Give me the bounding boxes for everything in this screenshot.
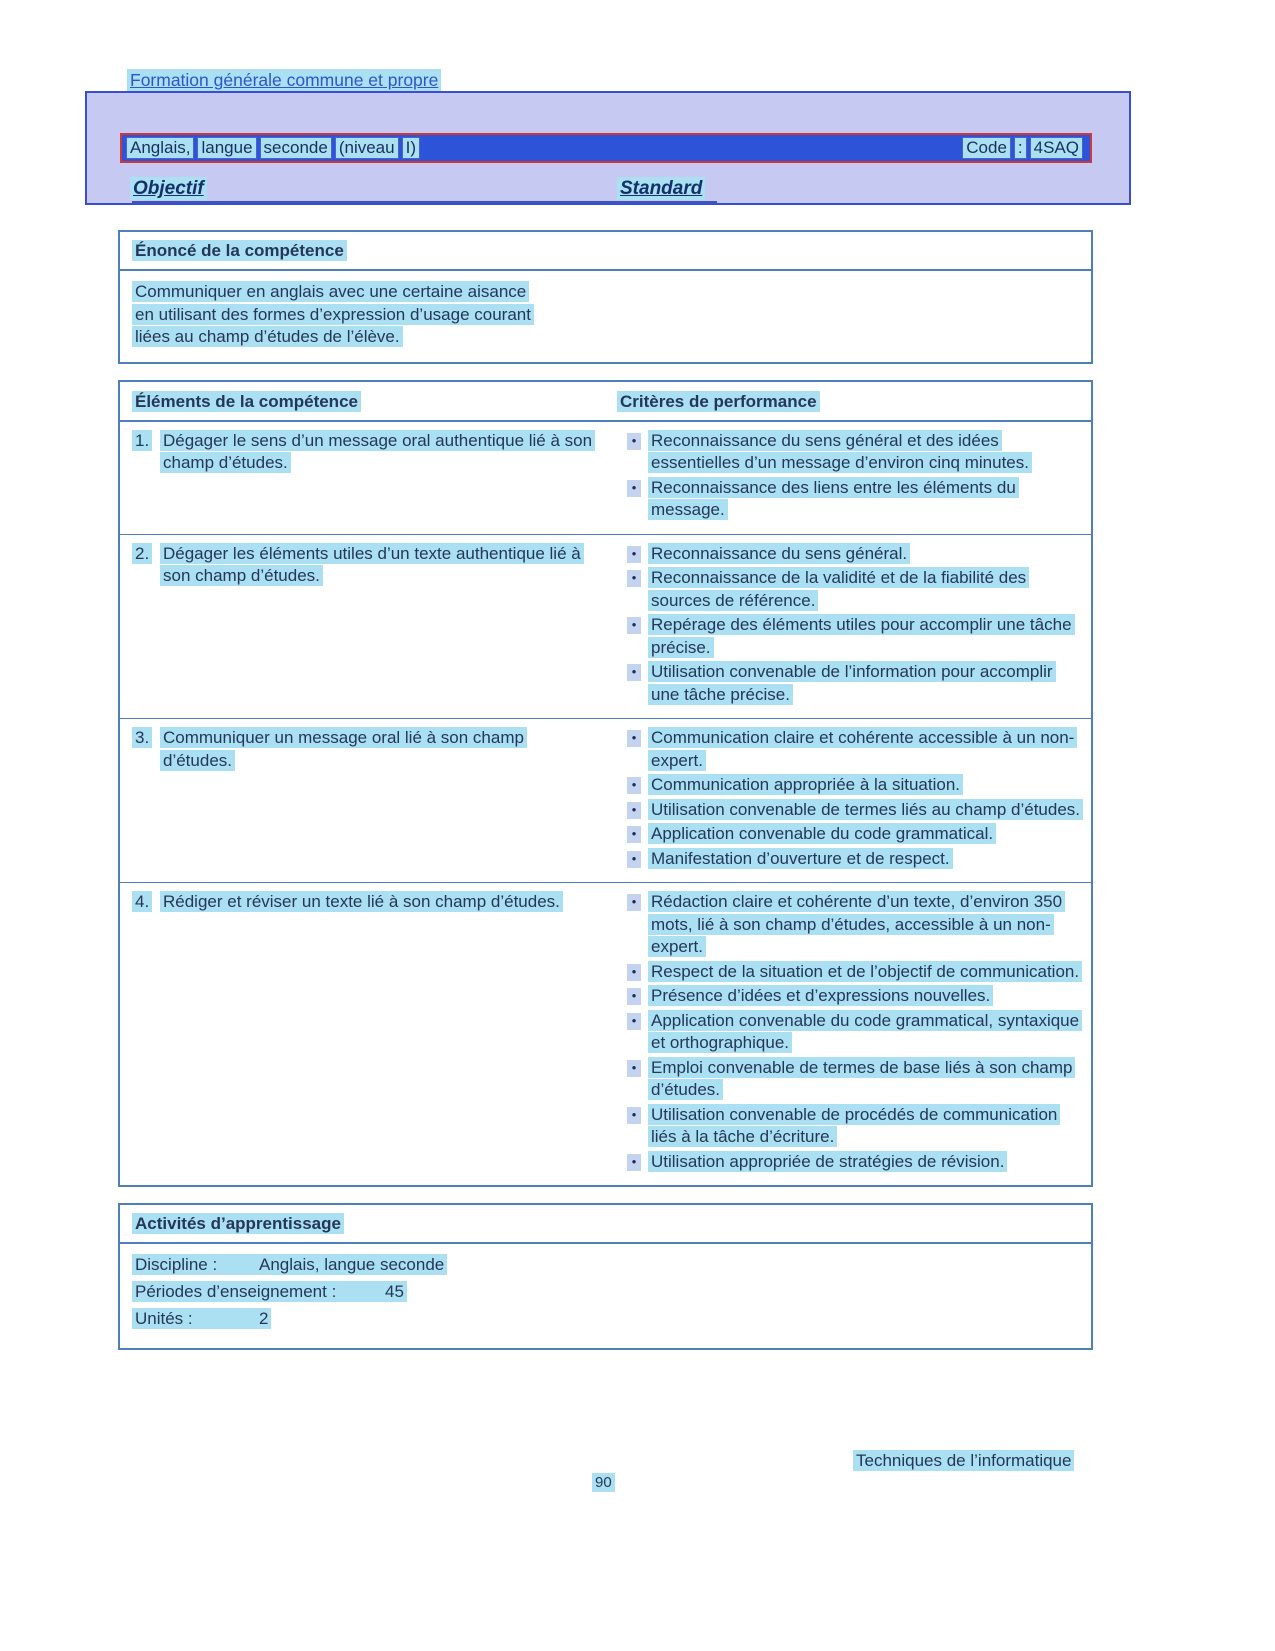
bullet-icon: • xyxy=(627,777,641,794)
bullet-icon: • xyxy=(627,826,641,843)
criterion-item xyxy=(617,727,1085,772)
unites-label: Unités : xyxy=(135,1309,193,1328)
bullet-icon: • xyxy=(627,964,641,981)
element-text-wrap xyxy=(160,727,594,772)
course-title xyxy=(126,137,423,159)
titlebar-word: Code xyxy=(962,137,1011,159)
element-number-wrap xyxy=(132,430,160,453)
standard-label: Standard xyxy=(617,177,705,200)
criterion-item xyxy=(617,614,1085,659)
footer-text: Techniques de l’informatique xyxy=(853,1450,1074,1471)
criterion-item xyxy=(617,1010,1085,1055)
element-number-wrap xyxy=(132,543,160,566)
element-text: Dégager le sens d’un message oral authentique lié à son champ d’études. xyxy=(160,430,595,474)
competence-row xyxy=(120,718,1091,882)
criterion-text: Utilisation convenable de termes liés au champ d’études. xyxy=(648,799,1083,820)
criterion-text: Reconnaissance du sens général et des idées essentielles d’un message d’environ cinq minutes. xyxy=(648,430,1032,474)
criterion-item xyxy=(617,543,1085,566)
activites-box xyxy=(118,1203,1093,1350)
enonce-line-text: en utilisant des formes d’expression d’usage courant xyxy=(132,304,534,325)
bullet-icon: • xyxy=(627,1154,641,1171)
section-heading: Formation générale commune et propre xyxy=(127,69,441,91)
bullet-icon: • xyxy=(627,802,641,819)
criteria-cell xyxy=(617,883,1091,1185)
bullet-icon: • xyxy=(627,1107,641,1124)
enonce-box-body xyxy=(120,271,1091,362)
objectif-standard-rule xyxy=(132,201,717,203)
standard-heading xyxy=(617,178,705,200)
element-number: 1. xyxy=(132,430,152,451)
criterion-text: Rédaction claire et cohérente d’un texte, d’environ 350 mots, lié à son champ d’études, accessible à un non-expert. xyxy=(648,891,1065,957)
bullet-icon: • xyxy=(627,480,641,497)
element-number-wrap xyxy=(132,891,160,914)
element-number-wrap xyxy=(132,727,160,750)
criterion-text: Repérage des éléments utiles pour accomplir une tâche précise. xyxy=(648,614,1075,658)
criterion-text-wrap xyxy=(648,1057,1085,1102)
criterion-text-wrap xyxy=(648,1010,1085,1055)
page-content xyxy=(118,230,1093,1366)
criterion-text-wrap xyxy=(648,774,1085,797)
unites-strip xyxy=(132,1308,271,1329)
criterion-text-wrap xyxy=(648,891,1085,959)
criteres-header-label: Critères de performance xyxy=(617,391,820,412)
discipline-strip xyxy=(132,1254,447,1275)
unites-value: 2 xyxy=(259,1309,269,1328)
criterion-text-wrap xyxy=(648,567,1085,612)
bullet-icon: • xyxy=(627,546,641,563)
title-banner xyxy=(85,91,1131,205)
criterion-item xyxy=(617,799,1085,822)
bullet-icon: • xyxy=(627,617,641,634)
objectif-heading xyxy=(130,178,207,200)
criteria-cell xyxy=(617,535,1091,719)
criterion-text-wrap xyxy=(648,661,1085,706)
enonce-line xyxy=(132,326,1079,349)
criterion-item xyxy=(617,567,1085,612)
course-code xyxy=(962,137,1086,159)
section-heading-row xyxy=(127,70,441,91)
course-titlebar xyxy=(120,133,1092,163)
titlebar-word: : xyxy=(1014,137,1027,159)
criteria-cell xyxy=(617,422,1091,534)
criterion-item xyxy=(617,961,1085,984)
enonce-header-label: Énoncé de la compétence xyxy=(132,240,347,261)
criterion-text: Emploi convenable de termes de base liés à son champ d’études. xyxy=(648,1057,1075,1101)
discipline-value: Anglais, langue seconde xyxy=(259,1255,445,1274)
periodes-row xyxy=(132,1281,1079,1303)
criterion-item xyxy=(617,985,1085,1008)
enonce-line xyxy=(132,281,1079,304)
enonce-line-text: Communiquer en anglais avec une certaine aisance xyxy=(132,281,529,302)
titlebar-word: langue xyxy=(197,137,256,159)
criteres-header-cell xyxy=(617,392,1091,412)
criterion-text-wrap xyxy=(648,614,1085,659)
activites-box-body xyxy=(120,1244,1091,1348)
criterion-text-wrap xyxy=(648,799,1085,822)
criterion-text: Présence d’idées et d’expressions nouvelles. xyxy=(648,985,993,1006)
criterion-text-wrap xyxy=(648,727,1085,772)
element-cell xyxy=(120,883,617,1185)
criterion-text-wrap xyxy=(648,823,1085,846)
criterion-item xyxy=(617,1151,1085,1174)
criterion-text: Utilisation convenable de procédés de communication liés à la tâche d’écriture. xyxy=(648,1104,1060,1148)
criterion-item xyxy=(617,848,1085,871)
element-text: Communiquer un message oral lié à son champ d’études. xyxy=(160,727,527,771)
criterion-text-wrap xyxy=(648,1151,1085,1174)
competence-row xyxy=(120,534,1091,719)
element-cell xyxy=(120,422,617,534)
bullet-icon: • xyxy=(627,1060,641,1077)
element-cell xyxy=(120,535,617,719)
elements-header-cell xyxy=(120,392,617,412)
criterion-text: Application convenable du code grammatical. xyxy=(648,823,996,844)
element-text-wrap xyxy=(160,430,594,475)
criterion-item xyxy=(617,1057,1085,1102)
criterion-text: Manifestation d’ouverture et de respect. xyxy=(648,848,953,869)
competence-row xyxy=(120,422,1091,534)
criterion-text-wrap xyxy=(648,1104,1085,1149)
objectif-label: Objectif xyxy=(130,177,207,200)
footer xyxy=(853,1451,1074,1471)
bullet-icon: • xyxy=(627,851,641,868)
criterion-text-wrap xyxy=(648,985,1085,1008)
criterion-text-wrap xyxy=(648,543,1085,566)
element-text-wrap xyxy=(160,891,563,914)
discipline-row xyxy=(132,1254,1079,1276)
criterion-text: Utilisation convenable de l’information pour accomplir une tâche précise. xyxy=(648,661,1056,705)
competence-row xyxy=(120,882,1091,1185)
criterion-text: Reconnaissance de la validité et de la fiabilité des sources de référence. xyxy=(648,567,1029,611)
criterion-text: Utilisation appropriée de stratégies de révision. xyxy=(648,1151,1007,1172)
bullet-icon: • xyxy=(627,988,641,1005)
activites-header-label: Activités d’apprentissage xyxy=(132,1213,344,1234)
criterion-item xyxy=(617,891,1085,959)
competence-table-header xyxy=(120,382,1091,422)
element-text-wrap xyxy=(160,543,594,588)
activites-box-header xyxy=(120,1205,1091,1244)
enonce-box-header xyxy=(120,232,1091,271)
bullet-icon: • xyxy=(627,1013,641,1030)
criterion-item xyxy=(617,430,1085,475)
periodes-label: Périodes d’enseignement : xyxy=(135,1282,337,1301)
titlebar-word: seconde xyxy=(260,137,332,159)
enonce-line-text: liées au champ d’études de l’élève. xyxy=(132,326,403,347)
page-number-row xyxy=(592,1474,615,1491)
element-number: 4. xyxy=(132,891,152,912)
bullet-icon: • xyxy=(627,433,641,450)
titlebar-word: (niveau xyxy=(335,137,399,159)
criterion-text: Respect de la situation et de l’objectif de communication. xyxy=(648,961,1082,982)
criterion-text: Application convenable du code grammatical, syntaxique et orthographique. xyxy=(648,1010,1082,1054)
bullet-icon: • xyxy=(627,730,641,747)
periodes-strip xyxy=(132,1281,407,1302)
enonce-line xyxy=(132,304,1079,327)
criterion-item xyxy=(617,1104,1085,1149)
competence-rows xyxy=(120,422,1091,1186)
criterion-item xyxy=(617,823,1085,846)
discipline-label: Discipline : xyxy=(135,1255,218,1274)
criterion-text-wrap xyxy=(648,477,1085,522)
criteria-cell xyxy=(617,719,1091,882)
competence-table xyxy=(118,380,1093,1188)
criterion-text-wrap xyxy=(648,430,1085,475)
criterion-item xyxy=(617,661,1085,706)
periodes-value: 45 xyxy=(385,1282,404,1301)
titlebar-word: 4SAQ xyxy=(1030,137,1083,159)
element-number: 2. xyxy=(132,543,152,564)
criterion-item xyxy=(617,774,1085,797)
element-cell xyxy=(120,719,617,882)
element-text: Rédiger et réviser un texte lié à son champ d’études. xyxy=(160,891,563,912)
bullet-icon: • xyxy=(627,894,641,911)
criterion-text: Communication claire et cohérente accessible à un non-expert. xyxy=(648,727,1077,771)
criterion-text: Reconnaissance du sens général. xyxy=(648,543,910,564)
element-number: 3. xyxy=(132,727,152,748)
criterion-text-wrap xyxy=(648,848,1085,871)
criterion-text: Reconnaissance des liens entre les éléments du message. xyxy=(648,477,1019,521)
criterion-text-wrap xyxy=(648,961,1085,984)
titlebar-word: Anglais, xyxy=(126,137,194,159)
elements-header-label: Éléments de la compétence xyxy=(132,391,361,412)
page-number: 90 xyxy=(592,1473,615,1492)
unites-row xyxy=(132,1308,1079,1330)
criterion-item xyxy=(617,477,1085,522)
titlebar-word: I) xyxy=(402,137,420,159)
criterion-text: Communication appropriée à la situation. xyxy=(648,774,963,795)
bullet-icon: • xyxy=(627,664,641,681)
enonce-box xyxy=(118,230,1093,364)
element-text: Dégager les éléments utiles d’un texte authentique lié à son champ d’études. xyxy=(160,543,584,587)
bullet-icon: • xyxy=(627,570,641,587)
